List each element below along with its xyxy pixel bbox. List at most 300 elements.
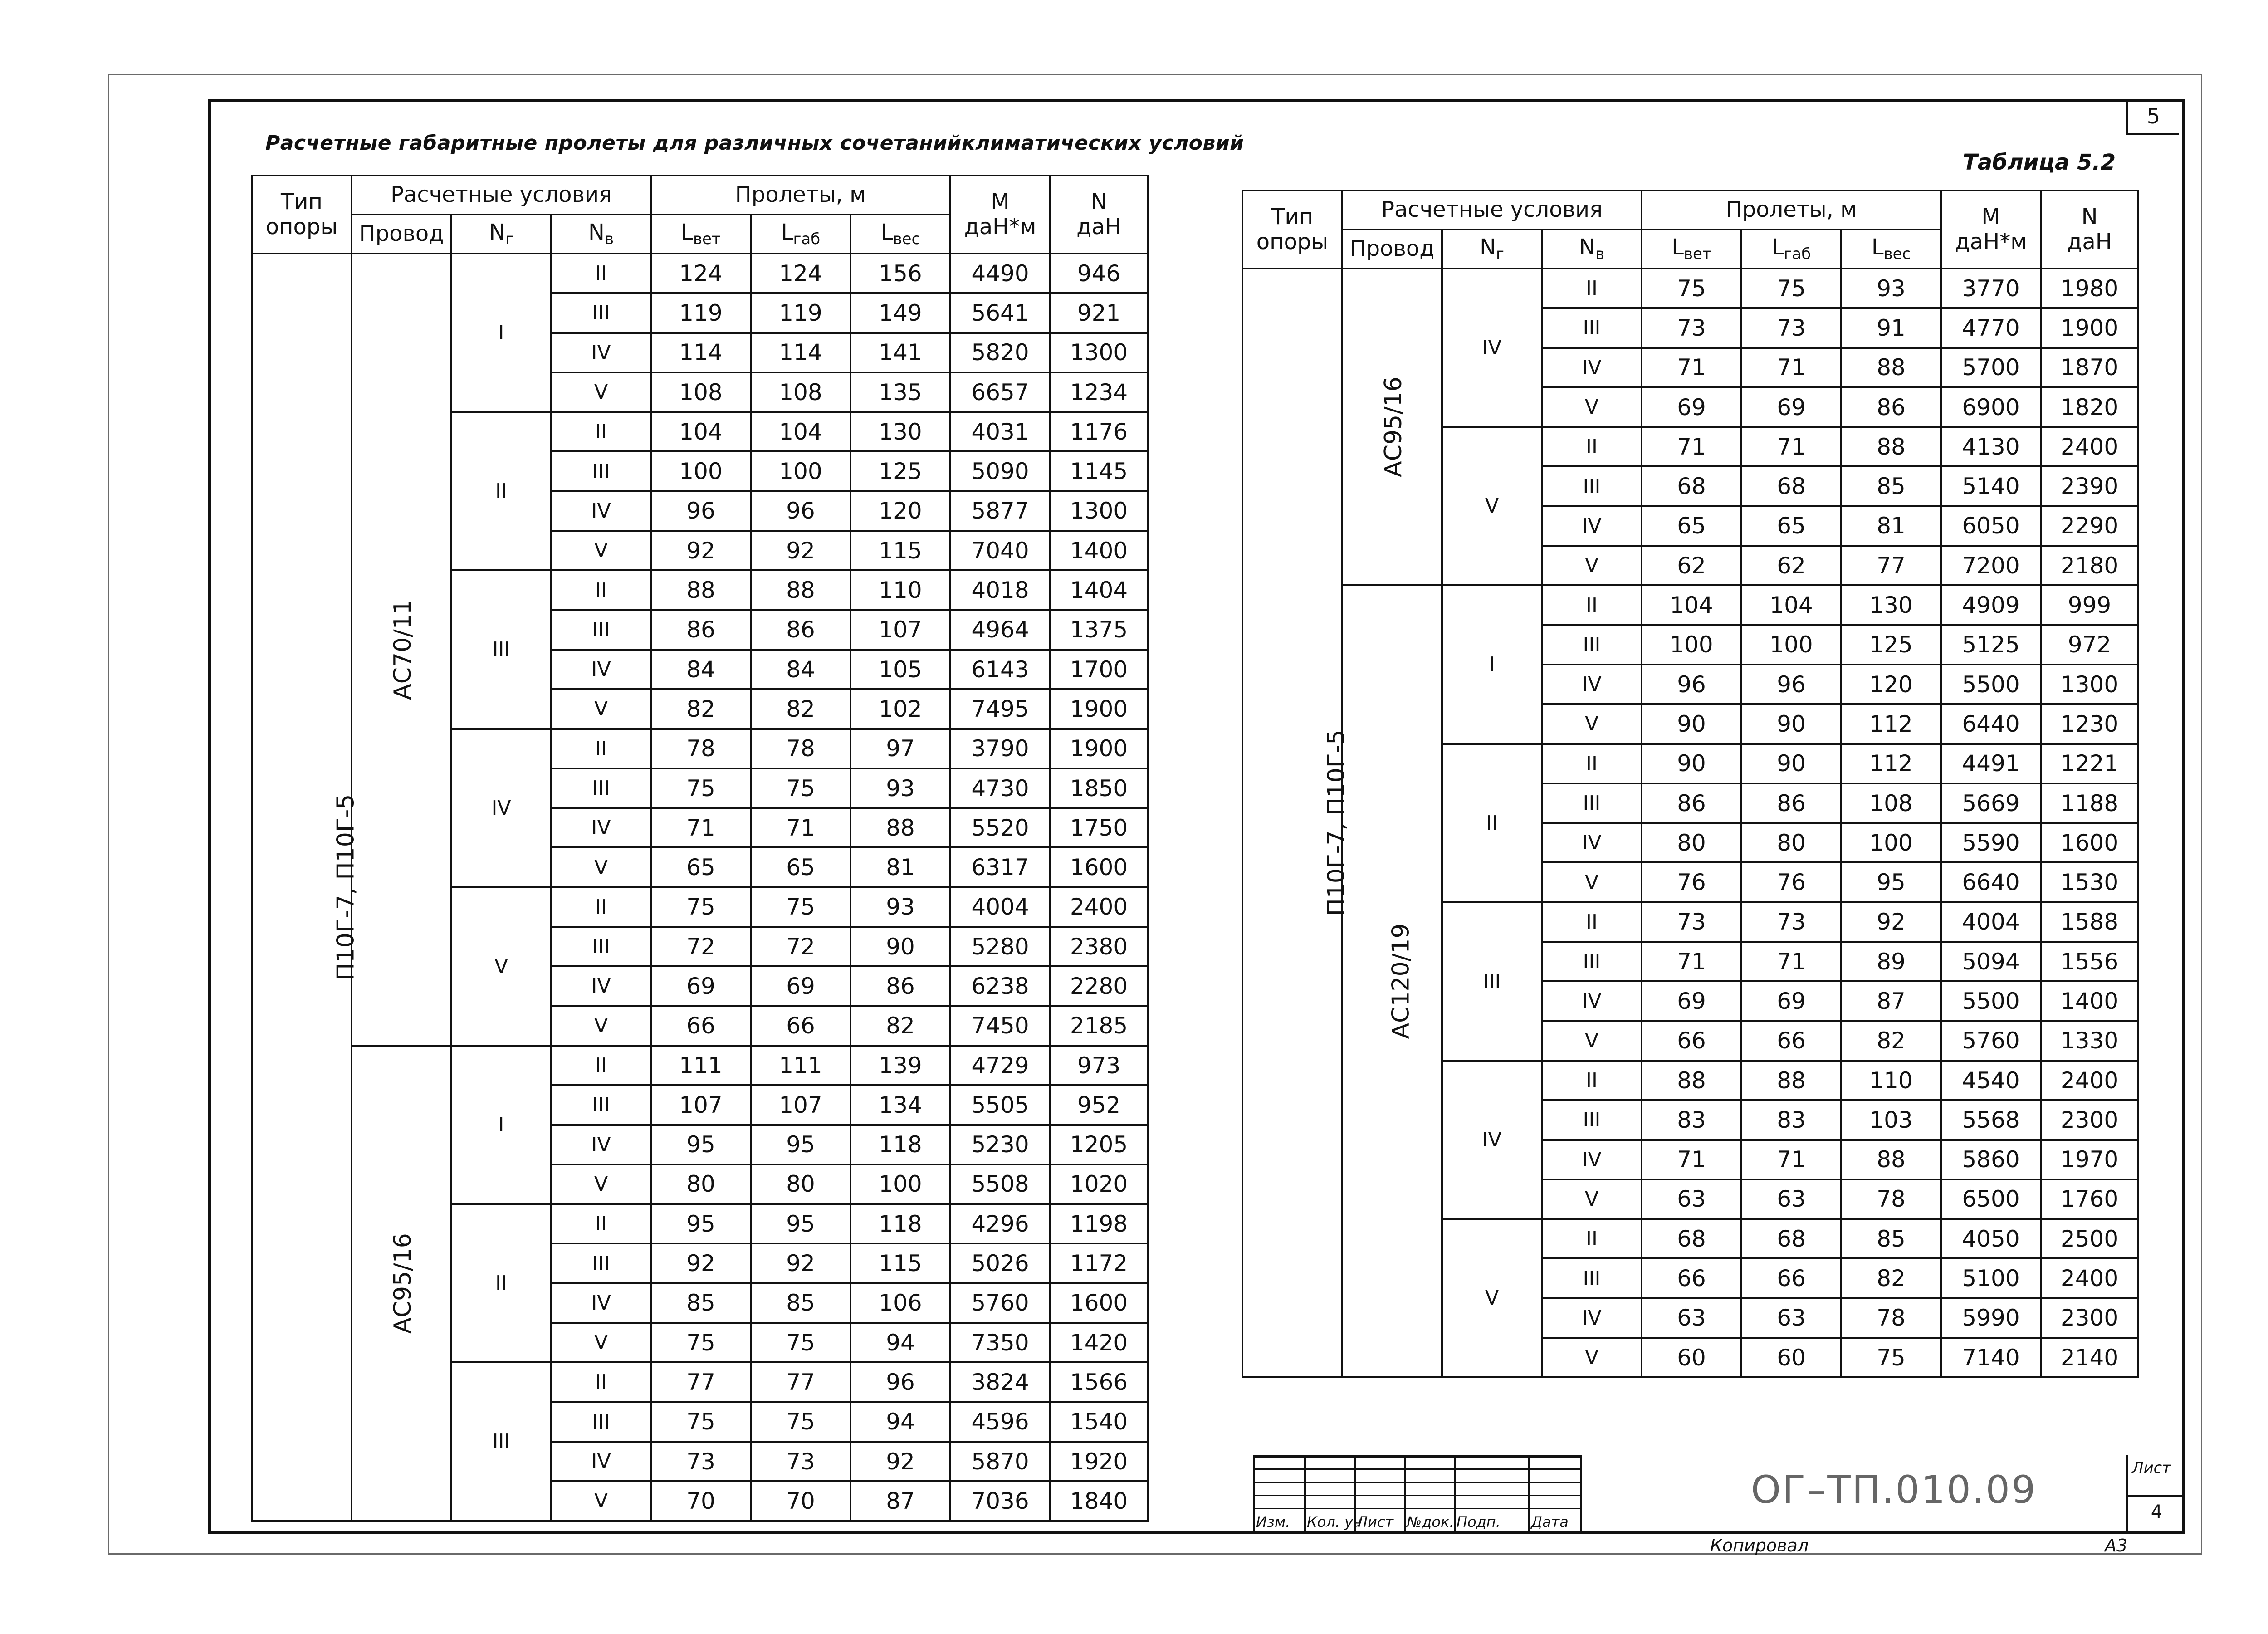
nv-cell: III: [551, 927, 651, 966]
lgab-cell: 100: [751, 451, 850, 491]
lvet-cell: 71: [1642, 942, 1741, 981]
stamp-label: Изм.: [1256, 1513, 1290, 1531]
header-ng-symbol: N: [1480, 234, 1496, 260]
nv-cell: V: [1542, 1021, 1642, 1061]
force-cell: 1420: [1050, 1323, 1148, 1362]
ng-cell: V: [1442, 1219, 1542, 1377]
lves-cell: 93: [1841, 269, 1941, 308]
stamp-rule: [1253, 1482, 1580, 1483]
lgab-cell: 75: [751, 1402, 850, 1442]
lvet-cell: 66: [1642, 1258, 1741, 1298]
ng-cell: III: [451, 570, 551, 729]
lvet-cell: 80: [1642, 823, 1741, 862]
moment-cell: 5280: [950, 927, 1050, 966]
lvet-cell: 75: [651, 1402, 751, 1442]
header-lvet: [651, 215, 751, 254]
lvet-cell: 62: [1642, 546, 1741, 585]
moment-cell: 5500: [1941, 981, 2041, 1021]
lves-cell: 115: [850, 1243, 950, 1283]
force-cell: 1850: [1050, 768, 1148, 808]
lvet-cell: 85: [651, 1283, 751, 1323]
moment-cell: 4296: [950, 1204, 1050, 1243]
moment-cell: 7140: [1941, 1338, 2041, 1377]
lgab-cell: 84: [751, 650, 850, 689]
nv-cell: V: [551, 1323, 651, 1362]
lvet-cell: 83: [1642, 1100, 1741, 1140]
support-type-label: П10Г-7, П10Г-5: [1323, 729, 1350, 916]
header-wire: Провод: [1342, 230, 1442, 269]
lgab-cell: 95: [751, 1125, 850, 1164]
force-cell: 2300: [2041, 1298, 2138, 1338]
lvet-cell: 88: [651, 570, 751, 610]
lvet-cell: 65: [651, 847, 751, 887]
revision-grid: [1253, 1455, 1580, 1534]
lgab-cell: 73: [1741, 308, 1841, 347]
lvet-cell: 73: [1642, 308, 1741, 347]
moment-cell: 5990: [1941, 1298, 2041, 1338]
ng-cell: II: [1442, 744, 1542, 902]
force-cell: 1300: [2041, 665, 2138, 704]
lves-cell: 105: [850, 650, 950, 689]
lves-cell: 107: [850, 610, 950, 650]
lvet-cell: 75: [1642, 269, 1741, 308]
nv-cell: III: [551, 1402, 651, 1442]
header-lgab-sub: габ: [1784, 245, 1811, 263]
stamp-label: Лист: [1357, 1513, 1394, 1531]
lvet-cell: 75: [651, 768, 751, 808]
force-cell: 1375: [1050, 610, 1148, 650]
lves-cell: 118: [850, 1125, 950, 1164]
header-spans: Пролеты, м: [651, 176, 950, 215]
moment-cell: 6238: [950, 966, 1050, 1006]
lgab-cell: 95: [751, 1204, 850, 1243]
lgab-cell: 69: [1741, 387, 1841, 427]
nv-cell: II: [551, 412, 651, 451]
lvet-cell: 71: [1642, 1140, 1741, 1179]
lvet-cell: 95: [651, 1204, 751, 1243]
lves-cell: 156: [850, 254, 950, 293]
nv-cell: III: [1542, 625, 1642, 665]
lves-cell: 112: [1841, 704, 1941, 744]
lves-cell: 94: [850, 1402, 950, 1442]
lves-cell: 100: [850, 1164, 950, 1204]
lgab-cell: 78: [751, 729, 850, 768]
lves-cell: 85: [1841, 466, 1941, 506]
force-cell: 972: [2041, 625, 2138, 665]
force-cell: 2400: [2041, 427, 2138, 466]
moment-cell: 4004: [1941, 902, 2041, 942]
force-cell: 999: [2041, 585, 2138, 625]
lvet-cell: 111: [651, 1046, 751, 1085]
force-cell: 1900: [1050, 689, 1148, 729]
lves-cell: 125: [850, 451, 950, 491]
ng-cell: III: [451, 1362, 551, 1521]
force-cell: 1300: [1050, 333, 1148, 372]
moment-cell: 7350: [950, 1323, 1050, 1362]
sheet-value: 4: [2128, 1495, 2185, 1522]
wire-label: АС95/16: [389, 1233, 416, 1334]
lgab-cell: 88: [751, 570, 850, 610]
header-lgab-symbol: L: [1771, 234, 1784, 260]
lves-cell: 91: [1841, 308, 1941, 347]
lgab-cell: 69: [1741, 981, 1841, 1021]
lvet-cell: 75: [651, 1323, 751, 1362]
lvet-cell: 66: [651, 1006, 751, 1046]
lves-cell: 149: [850, 293, 950, 333]
force-cell: 1760: [2041, 1179, 2138, 1219]
lvet-cell: 96: [651, 491, 751, 531]
stamp-divider: [1580, 1455, 1582, 1534]
lves-cell: 115: [850, 531, 950, 570]
stamp-rule: [1253, 1455, 1580, 1458]
lves-cell: 78: [1841, 1298, 1941, 1338]
header-moment-unit: даН*м: [964, 214, 1036, 240]
moment-cell: 5870: [950, 1442, 1050, 1481]
nv-cell: V: [551, 1164, 651, 1204]
header-lgab: [1741, 230, 1841, 269]
nv-cell: V: [551, 847, 651, 887]
moment-cell: 5090: [950, 451, 1050, 491]
lgab-cell: 66: [751, 1006, 850, 1046]
lgab-cell: 90: [1741, 704, 1841, 744]
lvet-cell: 68: [1642, 1219, 1741, 1258]
header-lves-symbol: L: [1871, 234, 1884, 260]
force-cell: 1588: [2041, 902, 2138, 942]
moment-cell: 5877: [950, 491, 1050, 531]
lgab-cell: 66: [1741, 1258, 1841, 1298]
moment-cell: 6900: [1941, 387, 2041, 427]
header-conditions: Расчетные условия: [352, 176, 651, 215]
force-cell: 1870: [2041, 348, 2138, 387]
force-cell: 1330: [2041, 1021, 2138, 1061]
moment-cell: 3770: [1941, 269, 2041, 308]
moment-cell: 6500: [1941, 1179, 2041, 1219]
lvet-cell: 107: [651, 1085, 751, 1125]
ng-cell: I: [1442, 585, 1542, 744]
header-lgab-symbol: L: [781, 219, 793, 245]
header-lves-sub: вес: [1883, 245, 1911, 263]
lves-cell: 135: [850, 372, 950, 412]
nv-cell: II: [551, 1204, 651, 1243]
force-cell: 1600: [1050, 847, 1148, 887]
header-nv-sub: в: [1595, 245, 1604, 263]
nv-cell: V: [1542, 387, 1642, 427]
nv-cell: II: [551, 1046, 651, 1085]
wire-cell: [352, 1046, 451, 1521]
force-cell: 2400: [1050, 887, 1148, 927]
nv-cell: II: [551, 729, 651, 768]
lves-cell: 89: [1841, 942, 1941, 981]
lgab-cell: 71: [1741, 942, 1841, 981]
header-ng-sub: г: [1496, 245, 1504, 263]
lgab-cell: 75: [751, 1323, 850, 1362]
moment-cell: 5505: [950, 1085, 1050, 1125]
lgab-cell: 86: [751, 610, 850, 650]
lvet-cell: 73: [651, 1442, 751, 1481]
nv-cell: IV: [551, 1125, 651, 1164]
lves-cell: 93: [850, 887, 950, 927]
force-cell: 1540: [1050, 1402, 1148, 1442]
lves-cell: 141: [850, 333, 950, 372]
title-block: [1253, 1455, 2185, 1534]
lvet-cell: 100: [651, 451, 751, 491]
lgab-cell: 92: [751, 1243, 850, 1283]
nv-cell: V: [551, 1481, 651, 1521]
moment-cell: 6143: [950, 650, 1050, 689]
lgab-cell: 72: [751, 927, 850, 966]
header-type: Тип опоры: [1242, 191, 1342, 269]
nv-cell: III: [1542, 308, 1642, 347]
lgab-cell: 68: [1741, 1219, 1841, 1258]
lgab-cell: 68: [1741, 466, 1841, 506]
force-cell: 1750: [1050, 808, 1148, 847]
moment-cell: 5125: [1941, 625, 2041, 665]
lvet-cell: 90: [1642, 704, 1741, 744]
moment-cell: 5568: [1941, 1100, 2041, 1140]
table-row: [252, 254, 1148, 293]
lves-cell: 112: [1841, 744, 1941, 783]
force-cell: 1530: [2041, 862, 2138, 902]
moment-cell: 5230: [950, 1125, 1050, 1164]
force-cell: 1970: [2041, 1140, 2138, 1179]
moment-cell: 5641: [950, 293, 1050, 333]
nv-cell: III: [551, 293, 651, 333]
lves-cell: 82: [1841, 1258, 1941, 1298]
force-cell: 1145: [1050, 451, 1148, 491]
lvet-cell: 95: [651, 1125, 751, 1164]
moment-cell: 5500: [1941, 665, 2041, 704]
wire-cell: [352, 254, 451, 1046]
nv-cell: III: [551, 451, 651, 491]
lvet-cell: 69: [651, 966, 751, 1006]
lves-cell: 92: [850, 1442, 950, 1481]
nv-cell: V: [1542, 862, 1642, 902]
lvet-cell: 72: [651, 927, 751, 966]
sheet-label: Лист: [2132, 1459, 2171, 1477]
lgab-cell: 82: [751, 689, 850, 729]
force-cell: 1600: [1050, 1283, 1148, 1323]
ng-cell: I: [451, 254, 551, 412]
lves-cell: 88: [1841, 348, 1941, 387]
force-cell: 2185: [1050, 1006, 1148, 1046]
table-caption: Таблица 5.2: [1963, 150, 2116, 175]
header-lvet-symbol: L: [1672, 234, 1684, 260]
force-cell: 1020: [1050, 1164, 1148, 1204]
force-cell: 1188: [2041, 783, 2138, 823]
header-ng: [1442, 230, 1542, 269]
nv-cell: IV: [551, 491, 651, 531]
header-nv: [551, 215, 651, 254]
lgab-cell: 96: [1741, 665, 1841, 704]
lgab-cell: 73: [751, 1442, 850, 1481]
lgab-cell: 85: [751, 1283, 850, 1323]
moment-cell: 6317: [950, 847, 1050, 887]
force-cell: 2380: [1050, 927, 1148, 966]
support-type-cell: [1242, 269, 1350, 1377]
moment-cell: 5590: [1941, 823, 2041, 862]
nv-cell: III: [1542, 783, 1642, 823]
header-lvet: [1642, 230, 1741, 269]
lgab-cell: 71: [1741, 427, 1841, 466]
force-cell: 1172: [1050, 1243, 1148, 1283]
force-cell: 952: [1050, 1085, 1148, 1125]
force-cell: 921: [1050, 293, 1148, 333]
copied-label: Копировал: [1710, 1536, 1809, 1556]
lves-cell: 96: [850, 1362, 950, 1402]
nv-cell: IV: [1542, 506, 1642, 546]
moment-cell: 7040: [950, 531, 1050, 570]
nv-cell: V: [1542, 1179, 1642, 1219]
moment-cell: 4770: [1941, 308, 2041, 347]
wire-label: АС120/19: [1387, 923, 1415, 1039]
force-cell: 946: [1050, 254, 1148, 293]
support-type-cell: [252, 254, 360, 1521]
lvet-cell: 80: [651, 1164, 751, 1204]
force-cell: 2140: [2041, 1338, 2138, 1377]
force-cell: 1900: [1050, 729, 1148, 768]
nv-cell: II: [1542, 744, 1642, 783]
nv-cell: IV: [1542, 823, 1642, 862]
moment-cell: 5026: [950, 1243, 1050, 1283]
force-cell: 2300: [2041, 1100, 2138, 1140]
header-moment: [950, 176, 1050, 254]
moment-cell: 3790: [950, 729, 1050, 768]
nv-cell: II: [1542, 427, 1642, 466]
lgab-cell: 77: [751, 1362, 850, 1402]
lgab-cell: 63: [1741, 1298, 1841, 1338]
header-lves: [850, 215, 950, 254]
sheet-box: [2126, 1455, 2185, 1534]
nv-cell: IV: [1542, 1298, 1642, 1338]
moment-cell: 4050: [1941, 1219, 2041, 1258]
lves-cell: 130: [850, 412, 950, 451]
lvet-cell: 78: [651, 729, 751, 768]
ng-cell: II: [451, 412, 551, 570]
lves-cell: 86: [850, 966, 950, 1006]
moment-cell: 7200: [1941, 546, 2041, 585]
moment-cell: 4018: [950, 570, 1050, 610]
nv-cell: IV: [551, 650, 651, 689]
lvet-cell: 104: [1642, 585, 1741, 625]
lves-cell: 110: [1841, 1061, 1941, 1100]
lves-cell: 102: [850, 689, 950, 729]
ng-cell: V: [451, 887, 551, 1046]
lvet-cell: 108: [651, 372, 751, 412]
lgab-cell: 69: [751, 966, 850, 1006]
lgab-cell: 65: [751, 847, 850, 887]
lgab-cell: 119: [751, 293, 850, 333]
header-force: [2041, 191, 2138, 269]
moment-cell: 5760: [1941, 1021, 2041, 1061]
header-lgab-sub: габ: [793, 230, 821, 248]
stamp-rule: [1253, 1495, 1580, 1496]
lvet-cell: 92: [651, 531, 751, 570]
header-nv-symbol: N: [588, 219, 605, 245]
moment-cell: 4909: [1941, 585, 2041, 625]
ng-cell: III: [1442, 902, 1542, 1061]
force-cell: 2500: [2041, 1219, 2138, 1258]
nv-cell: II: [551, 254, 651, 293]
wire-cell: [1342, 269, 1442, 585]
nv-cell: III: [1542, 942, 1642, 981]
lves-cell: 130: [1841, 585, 1941, 625]
header-ng-symbol: N: [489, 219, 506, 245]
table-row: [1242, 585, 2138, 625]
header-lves-sub: вес: [893, 230, 920, 248]
moment-cell: 5140: [1941, 466, 2041, 506]
header-force-symbol: N: [2081, 204, 2098, 230]
lvet-cell: 71: [1642, 427, 1741, 466]
lgab-cell: 63: [1741, 1179, 1841, 1219]
document-number: ОГ–ТП.010.09: [1751, 1468, 2037, 1512]
lvet-cell: 76: [1642, 862, 1741, 902]
nv-cell: IV: [1542, 1140, 1642, 1179]
nv-cell: II: [551, 887, 651, 927]
moment-cell: 5669: [1941, 783, 2041, 823]
nv-cell: II: [551, 1362, 651, 1402]
lgab-cell: 65: [1741, 506, 1841, 546]
lgab-cell: 88: [1741, 1061, 1841, 1100]
force-cell: 1980: [2041, 269, 2138, 308]
page-title: Расчетные габаритные пролеты для различных сочетанийклиматических условий: [265, 132, 1244, 155]
lvet-cell: 68: [1642, 466, 1741, 506]
header-lvet-symbol: L: [681, 219, 693, 245]
lgab-cell: 100: [1741, 625, 1841, 665]
moment-cell: 7450: [950, 1006, 1050, 1046]
lves-cell: 118: [850, 1204, 950, 1243]
nv-cell: IV: [1542, 348, 1642, 387]
force-cell: 1404: [1050, 570, 1148, 610]
lves-cell: 93: [850, 768, 950, 808]
nv-cell: V: [551, 1006, 651, 1046]
header-lvet-sub: вет: [1684, 245, 1711, 263]
force-cell: 1820: [2041, 387, 2138, 427]
left-span-table: [251, 175, 1149, 1522]
lvet-cell: 86: [1642, 783, 1741, 823]
header-lgab: [751, 215, 850, 254]
lves-cell: 125: [1841, 625, 1941, 665]
lves-cell: 103: [1841, 1100, 1941, 1140]
lgab-cell: 114: [751, 333, 850, 372]
force-cell: 1920: [1050, 1442, 1148, 1481]
nv-cell: II: [1542, 1219, 1642, 1258]
stamp-label: Дата: [1531, 1513, 1569, 1531]
header-lves: [1841, 230, 1941, 269]
lvet-cell: 75: [651, 887, 751, 927]
moment-cell: 4130: [1941, 427, 2041, 466]
nv-cell: IV: [551, 1442, 651, 1481]
force-cell: 1234: [1050, 372, 1148, 412]
moment-cell: 4596: [950, 1402, 1050, 1442]
moment-cell: 5820: [950, 333, 1050, 372]
moment-cell: 4031: [950, 412, 1050, 451]
lgab-cell: 90: [1741, 744, 1841, 783]
force-cell: 1205: [1050, 1125, 1148, 1164]
lgab-cell: 60: [1741, 1338, 1841, 1377]
force-cell: 1900: [2041, 308, 2138, 347]
lgab-cell: 80: [1741, 823, 1841, 862]
lvet-cell: 69: [1642, 387, 1741, 427]
lves-cell: 86: [1841, 387, 1941, 427]
sheet-number: 5: [2126, 99, 2179, 135]
lgab-cell: 70: [751, 1481, 850, 1521]
nv-cell: III: [1542, 466, 1642, 506]
lves-cell: 120: [850, 491, 950, 531]
lgab-cell: 124: [751, 254, 850, 293]
lves-cell: 100: [1841, 823, 1941, 862]
lves-cell: 92: [1841, 902, 1941, 942]
lgab-cell: 75: [1741, 269, 1841, 308]
